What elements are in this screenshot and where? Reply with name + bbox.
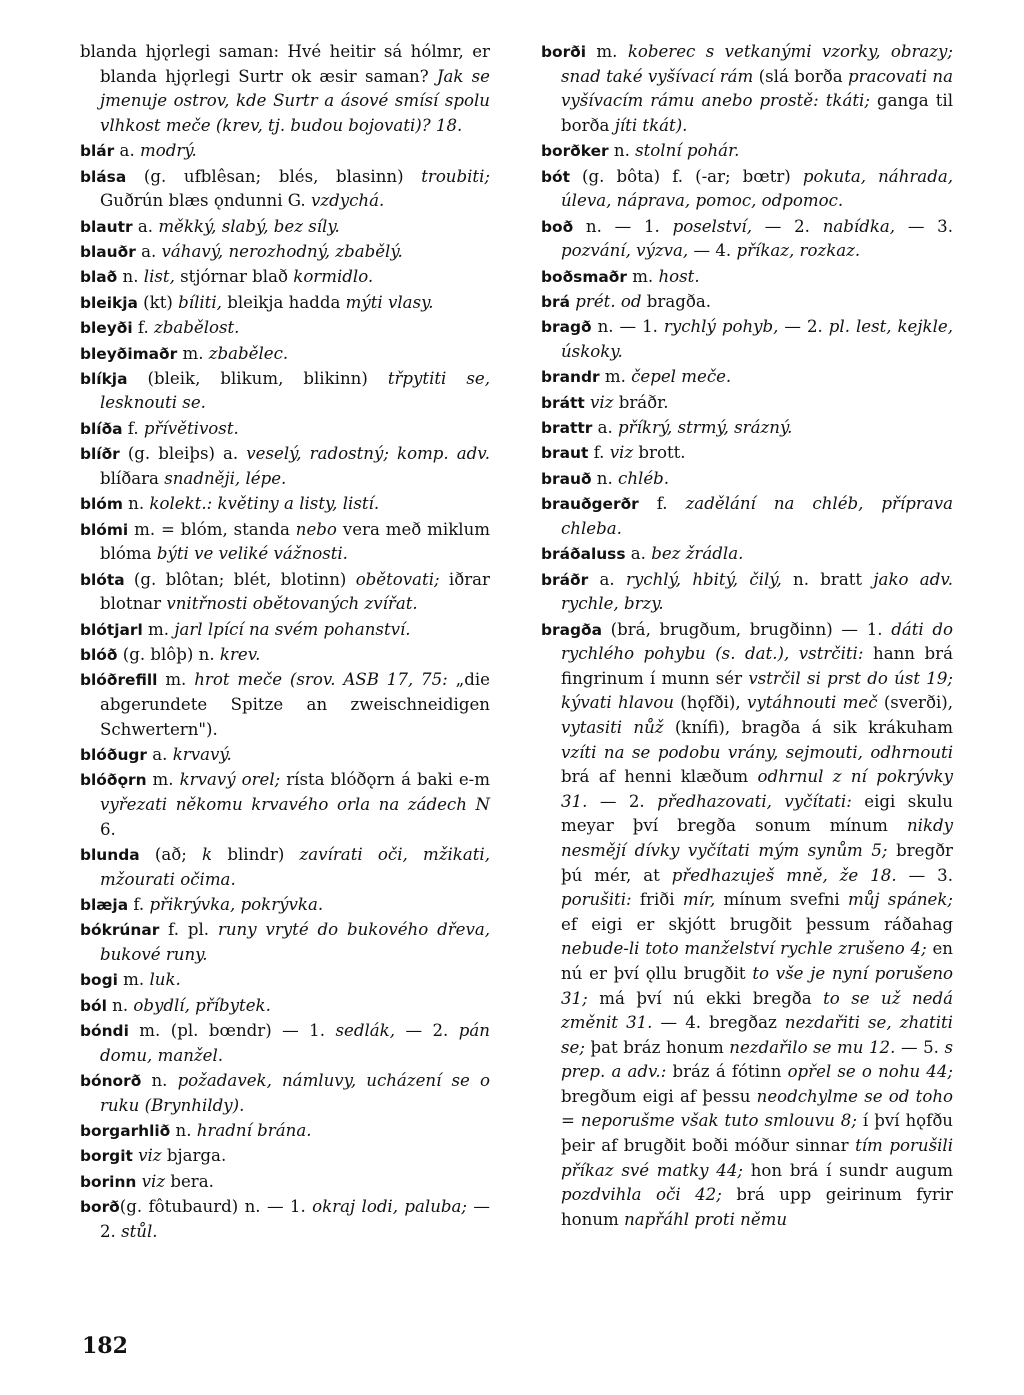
entry-text: þat bráz honum — [584, 1037, 730, 1057]
headword: blautr — [80, 217, 133, 236]
dictionary-entry — [80, 139, 490, 164]
czech-gloss: vstrčil si prst do úst 19; kývati hlavou — [561, 668, 953, 713]
headword: borgit — [80, 1147, 133, 1166]
entry-text: rísta blóðǫrn á baki e-m — [280, 770, 490, 790]
headword: borð — [80, 1198, 120, 1217]
czech-gloss: býti ve veliké vážnosti. — [156, 544, 348, 564]
dictionary-entry — [80, 240, 490, 265]
dictionary-entry — [80, 994, 490, 1019]
entry-text: — 2. — [752, 216, 823, 236]
czech-gloss: požadavek, námluvy, ucházení se o ruku (Brynhildy). — [100, 1071, 490, 1115]
entry-text: m. — [146, 770, 180, 790]
czech-gloss: odhrnul z ní pokrývky 31. — [561, 767, 953, 811]
entry-text: m. — [599, 367, 632, 387]
entry-text: Guðrún blæs ǫndunni G. — [100, 191, 311, 211]
entry-text: a. — [625, 544, 652, 564]
headword: brauð — [541, 469, 592, 488]
czech-gloss: příkrý, strmý, srázný. — [618, 418, 793, 438]
entry-text: n. — [591, 468, 619, 488]
czech-gloss: prét. od — [575, 291, 642, 311]
dictionary-entry — [80, 1170, 490, 1195]
entry-text: bragða. — [641, 291, 712, 311]
dictionary-entry — [80, 291, 490, 316]
entry-text: brott. — [633, 443, 686, 463]
czech-gloss: stůl. — [121, 1221, 158, 1241]
entry-text: m. (pl. bœndr) — 1. — [128, 1021, 336, 1041]
czech-gloss: bíliti, — [178, 292, 222, 312]
headword: blómi — [80, 520, 129, 539]
dictionary-entry — [80, 1069, 490, 1118]
dictionary-entry — [80, 417, 490, 442]
czech-gloss: viz — [138, 1146, 162, 1166]
czech-gloss: pl. lest, kejkle, úskoky. — [561, 317, 953, 361]
dictionary-entry — [541, 165, 953, 214]
czech-gloss: veselý, radostný; komp. adv. — [246, 444, 490, 464]
entry-text: f. pl. — [159, 920, 218, 940]
entry-text: (bleik, blikum, blikinn) — [127, 368, 388, 388]
headword: bónorð — [80, 1072, 142, 1091]
entry-text: m. — [177, 343, 209, 363]
czech-gloss: přikrývka, pokrývka. — [149, 894, 324, 914]
czech-gloss: sedlák, — [335, 1021, 395, 1041]
dictionary-entry — [541, 215, 953, 264]
headword: borinn — [80, 1172, 137, 1191]
czech-gloss: nezdařiti se, zhatiti se; — [561, 1013, 953, 1057]
dictionary-entry — [80, 668, 490, 742]
headword: borðker — [541, 142, 609, 161]
entry-text: (kt) — [137, 292, 179, 312]
headword: blóð — [80, 646, 118, 664]
czech-gloss: obydlí, příbytek. — [133, 995, 271, 1015]
entry-text: ganga til borða — [561, 91, 953, 135]
entry-text: (g. blôþ) n. — [117, 645, 220, 664]
czech-gloss: Jak se jmenuje ostrov, kde Surtr a ásové smísí spolu vlhkost meče (krev, tj. budou bojovati)? 18. — [100, 66, 490, 135]
dictionary-entry — [80, 1019, 490, 1068]
czech-gloss: kolekt.: — [149, 494, 213, 514]
headword: brattr — [541, 419, 593, 438]
czech-gloss: viz — [590, 392, 614, 412]
entry-text: bráðr. — [613, 392, 669, 412]
czech-gloss: koberec s vetkanými vzorky, obrazy; snad také vyšívací rám — [561, 42, 953, 86]
czech-gloss: chléb. — [618, 468, 670, 488]
entry-text: eigi skulu meyar því bregða sonum mínum — [561, 791, 953, 836]
czech-gloss: kormidlo. — [293, 267, 374, 287]
czech-gloss: pozvání, výzva, — [561, 241, 689, 261]
czech-gloss: modrý. — [140, 141, 197, 161]
dictionary-entry — [80, 40, 490, 138]
entry-text: f. — [128, 894, 150, 914]
entry-text: a. — [132, 216, 159, 236]
dictionary-entry — [80, 918, 490, 967]
czech-gloss: zbabělost. — [154, 318, 240, 338]
headword: blóta — [80, 570, 125, 589]
headword: bráðr — [541, 570, 589, 589]
czech-gloss: jíti tkát). — [614, 115, 688, 135]
entry-text: (knífi), bragða á sik krákuham — [663, 717, 954, 737]
entry-text: (g. ufblêsan; blés, blasinn) — [126, 166, 422, 186]
dictionary-entry — [541, 568, 953, 617]
entry-text: m. = blóm, standa — [128, 519, 296, 539]
entry-text: bráz á fótinn — [666, 1062, 788, 1082]
czech-gloss: dáti do rychlého pohybu (s. dat.), vstrčiti: — [561, 619, 953, 664]
page-number: 182 — [82, 1333, 128, 1359]
czech-gloss: troubiti; — [421, 166, 490, 186]
headword: blunda — [80, 845, 140, 864]
czech-gloss: to vše je nyní porušeno 31; — [561, 963, 954, 1008]
dictionary-entry — [541, 391, 953, 416]
entry-text: (g. blôtan; blét, blotinn) — [124, 569, 356, 589]
czech-gloss: nebude-li toto manželství rychle zrušeno 4; — [561, 939, 927, 959]
dictionary-entry — [541, 290, 953, 315]
entry-text: (sverði), — [877, 693, 953, 713]
entry-text: a. — [135, 241, 162, 261]
czech-gloss: poselství, — [672, 216, 752, 236]
czech-gloss: nikdy nesmějí dívky vyčítati mým synům 5; — [561, 816, 953, 860]
entry-text: f. — [638, 494, 686, 514]
dictionary-entry — [80, 518, 490, 567]
dictionary-entry — [80, 768, 490, 842]
entry-text: n. bratt — [781, 569, 874, 589]
czech-gloss: krvavý. — [172, 744, 232, 764]
entry-text: — 2. — [100, 1197, 490, 1241]
entry-text: brá upp geirinum fyrir honum — [561, 1185, 953, 1229]
dictionary-entry — [80, 215, 490, 240]
entry-text: bregðum eigi af þessu — [561, 1086, 757, 1106]
czech-gloss: předhazuješ mně, že 18. — [671, 865, 897, 885]
czech-gloss: váhavý, nerozhodný, zbabělý. — [161, 241, 403, 261]
entry-text: má því nú ekki bregða — [587, 988, 824, 1008]
headword: ból — [80, 996, 107, 1015]
entry-text: a. — [592, 418, 619, 438]
headword: bót — [541, 167, 570, 186]
czech-gloss: třpytiti se, lesknouti se. — [100, 368, 490, 413]
czech-gloss: pracovati na vyšívacím rámu anebo prostě: tkáti; — [561, 66, 953, 111]
czech-gloss: rychlý, hbitý, čilý, — [625, 569, 782, 589]
entry-text: n. — [106, 995, 134, 1015]
czech-gloss: příkaz, rozkaz. — [736, 241, 861, 261]
entry-text: (að; — [139, 844, 203, 864]
czech-gloss: viz — [609, 443, 634, 463]
czech-gloss: vyřezati někomu krvavého orla na zádech N — [100, 794, 490, 814]
headword: blótjarl — [80, 620, 143, 639]
entry-text: (g. bleiþs) a. — [119, 444, 247, 464]
dictionary-entry — [80, 568, 490, 617]
czech-gloss: vytasiti nůž — [561, 717, 664, 737]
czech-gloss: runy vryté do bukového dřeva, bukové runy. — [100, 920, 490, 964]
dictionary-entry — [80, 843, 490, 892]
entry-text: bregðr þú mér, at — [561, 840, 953, 885]
entry-text: — 3. — [895, 216, 953, 236]
czech-gloss: pokuta, náhrada, úleva, náprava, pomoc, odpomoc. — [561, 166, 953, 211]
czech-gloss: viz — [141, 1171, 166, 1191]
dictionary-entry — [541, 542, 953, 567]
entry-text: (slá borða — [753, 66, 849, 86]
czech-gloss: vytáhnouti meč — [746, 693, 878, 713]
entry-text: bjarga. — [161, 1146, 227, 1166]
czech-gloss: krev. — [219, 645, 261, 664]
czech-gloss: zbabělec. — [208, 343, 289, 363]
entry-text: — 3. — [896, 865, 953, 885]
entry-text: a. — [114, 141, 140, 161]
headword: bleikja — [80, 293, 138, 312]
entry-text: — 4. — [688, 241, 737, 261]
headword: blása — [80, 167, 127, 186]
entry-text: blanda hjǫrlegi saman: Hvé heitir sá hólmr, er blanda hjǫrlegi Surtr ok æsir saman? — [80, 42, 490, 86]
headword: blóðǫrn — [80, 771, 147, 790]
dictionary-entry — [80, 442, 490, 491]
entry-text: a. — [588, 569, 626, 589]
entry-text: stjórnar blað — [174, 267, 294, 287]
dictionary-entry — [80, 1195, 490, 1244]
czech-gloss: opřel se o nohu 44; — [787, 1062, 954, 1082]
dictionary-entry — [80, 1144, 490, 1169]
czech-gloss: bez žrádla. — [651, 544, 744, 564]
czech-gloss: nebo — [295, 519, 337, 539]
czech-gloss: nabídka, — [822, 216, 896, 236]
czech-gloss: porušiti: — [561, 890, 632, 910]
czech-gloss: vzíti na se podobu vrány, sejmouti, odhrnouti — [561, 742, 953, 762]
dictionary-entry — [541, 467, 953, 492]
dictionary-entry — [80, 643, 490, 668]
czech-gloss: měkký, slabý, bez síly. — [158, 216, 340, 236]
headword: brá — [541, 292, 570, 311]
dictionary-entry — [80, 618, 490, 643]
entry-text: bleikja hadda — [221, 292, 346, 312]
entry-text: friði — [631, 890, 683, 910]
entry-text: m. — [117, 970, 150, 990]
headword: blóðrefill — [80, 671, 158, 690]
dictionary-entry — [541, 139, 953, 164]
czech-gloss: krvavý orel; — [179, 770, 281, 790]
left-column — [80, 40, 490, 1245]
czech-gloss: mír, — [682, 890, 716, 910]
dictionary-entry — [80, 743, 490, 768]
headword: blíða — [80, 419, 123, 438]
entry-text: hann brá fingrinum í munn sér — [561, 644, 953, 688]
entry-text: — 5. — [895, 1037, 945, 1057]
czech-gloss: snadněji, lépe. — [164, 468, 287, 488]
entry-text: m. — [142, 619, 175, 639]
entry-text: (brá, brugðum, brugðinn) — 1. — [601, 619, 892, 639]
dictionary-entry — [541, 416, 953, 441]
czech-gloss: přívětivost. — [143, 418, 239, 438]
entry-text: bera. — [165, 1171, 214, 1191]
headword: blár — [80, 142, 115, 161]
headword: brátt — [541, 393, 585, 412]
entry-text: — 2. — [394, 1021, 459, 1041]
entry-text: brá af henni klæðum — [561, 767, 758, 787]
entry-text: (hǫfði), — [673, 693, 747, 713]
entry-text: n. — [122, 494, 150, 514]
dictionary-entry — [541, 40, 953, 138]
czech-gloss: neodchylme se od toho = neporušme však tuto smlouvu 8; — [561, 1086, 953, 1131]
headword: blóm — [80, 495, 123, 514]
czech-gloss: zavírati oči, mžikati, mžourati očima. — [100, 844, 490, 889]
entry-text: n. — [141, 1071, 178, 1091]
czech-gloss: vnitřnosti obětovaných zvířat. — [166, 594, 418, 614]
headword: borði — [541, 43, 587, 61]
headword: blíðr — [80, 445, 120, 464]
headword: brandr — [541, 368, 600, 387]
dictionary-entry — [80, 893, 490, 918]
czech-gloss: napřáhl proti němu — [624, 1209, 788, 1229]
czech-gloss: pozdvihla oči 42; — [561, 1185, 722, 1205]
headword: bragða — [541, 620, 602, 639]
entry-text: m. — [626, 266, 659, 286]
entry-text: f. — [132, 318, 154, 338]
dictionary-entry — [80, 367, 490, 416]
czech-gloss: tím porušili příkaz své matky 44; — [561, 1136, 953, 1180]
czech-gloss: luk. — [149, 970, 181, 990]
entry-text: hon brá í sundr augum — [742, 1160, 953, 1180]
entry-text: n. — 1. — [591, 317, 664, 337]
czech-gloss: pán domu, manžel. — [100, 1021, 490, 1065]
entry-text: n. — [117, 267, 144, 287]
entry-text: — 2. — [587, 791, 658, 811]
entry-text: m. — [586, 42, 628, 61]
dictionary-entry — [541, 492, 953, 541]
czech-gloss: zadělání na chléb, příprava chleba. — [561, 494, 953, 538]
czech-gloss: okraj lodi, paluba; — [312, 1197, 468, 1217]
entry-text: n. — [170, 1121, 197, 1141]
dictionary-entry — [80, 968, 490, 993]
entry-text: (g. fôtubaurd) n. — 1. — [119, 1197, 313, 1217]
entry-text: en nú er því ǫllu brugðit — [561, 939, 953, 983]
headword: bókrúnar — [80, 921, 160, 940]
czech-gloss: to se už nedá změnit 31. — [561, 988, 953, 1033]
czech-gloss: k — [202, 844, 213, 864]
headword: bragð — [541, 318, 592, 337]
entry-text: n. — [608, 141, 636, 161]
dictionary-entry — [541, 618, 953, 1233]
czech-gloss: rychlý pohyb, — [663, 317, 779, 337]
entry-text: f. — [588, 443, 610, 463]
entry-text: í því hǫfðu þeir af brugðit boði móður sinnar — [561, 1111, 953, 1156]
headword: bogi — [80, 971, 118, 990]
czech-gloss: stolní pohár. — [635, 141, 740, 161]
dictionary-entry — [80, 342, 490, 367]
entry-text: — 4. bregðaz — [652, 1013, 785, 1033]
headword: blað — [80, 268, 118, 287]
czech-gloss: s prep. a adv.: — [561, 1037, 953, 1082]
dictionary-entry — [80, 492, 490, 517]
czech-gloss: čepel meče. — [631, 367, 732, 387]
entry-text: blindr) — [212, 844, 300, 864]
headword: blóðugr — [80, 745, 148, 764]
entry-text: „die abgerundete Spitze an zweischneidigen Schwertern"). — [100, 670, 490, 739]
czech-gloss: jarl lpící na svém pohanství. — [174, 619, 411, 639]
czech-gloss: list, — [143, 267, 175, 287]
headword: braut — [541, 444, 589, 463]
czech-gloss: mýti vlasy. — [345, 292, 434, 312]
headword: brauðgerðr — [541, 495, 639, 514]
entry-text: ef eigi er skjótt brugðit þessum ráðahag — [561, 914, 953, 934]
czech-gloss: hrot meče (srov. ASB 17, 75: — [194, 670, 448, 690]
right-column — [541, 40, 953, 1233]
dictionary-entry — [541, 315, 953, 364]
dictionary-entry — [541, 365, 953, 390]
headword: blæja — [80, 895, 129, 914]
headword: boð — [541, 217, 574, 236]
entry-text: blíðara — [100, 468, 165, 488]
entry-text: a. — [147, 744, 173, 764]
entry-text: mínum svefni — [715, 890, 848, 910]
entry-text: (g. bôta) f. (-ar; bœtr) — [569, 166, 803, 186]
dictionary-entry — [80, 1119, 490, 1144]
headword: bleyðimaðr — [80, 344, 178, 363]
czech-gloss: květiny a listy, listí. — [217, 494, 380, 514]
headword: boðsmaðr — [541, 267, 627, 286]
czech-gloss: jako adv. rychle, brzy. — [561, 569, 953, 614]
entry-text: f. — [122, 418, 144, 438]
czech-gloss: nezdařilo se mu 12. — [729, 1037, 896, 1057]
entry-text: — 2. — [778, 317, 829, 337]
dictionary-entry — [80, 165, 490, 214]
czech-gloss: předhazovati, vyčítati: — [657, 791, 852, 811]
headword: bóndi — [80, 1022, 129, 1041]
entry-text: 6. — [100, 819, 116, 839]
czech-gloss: host. — [658, 266, 700, 286]
entry-text: n. — 1. — [573, 216, 673, 236]
dictionary-entry — [541, 265, 953, 290]
headword: bleyði — [80, 319, 133, 338]
czech-gloss: hradní brána. — [196, 1121, 312, 1141]
czech-gloss: obětovati; — [355, 569, 440, 589]
czech-gloss: můj spánek; — [848, 890, 953, 910]
dictionary-entry — [80, 316, 490, 341]
entry-text: iðrar blotnar — [100, 569, 490, 614]
dictionary-entry — [541, 441, 953, 466]
czech-gloss: vzdychá. — [311, 191, 385, 211]
headword: blíkja — [80, 369, 128, 388]
headword: borgarhlið — [80, 1122, 171, 1141]
headword: blauðr — [80, 242, 136, 261]
dictionary-entry — [80, 265, 490, 290]
headword: bráðaluss — [541, 545, 626, 564]
entry-text: m. — [157, 670, 195, 690]
entry-text: vera með miklum blóma — [100, 519, 491, 564]
